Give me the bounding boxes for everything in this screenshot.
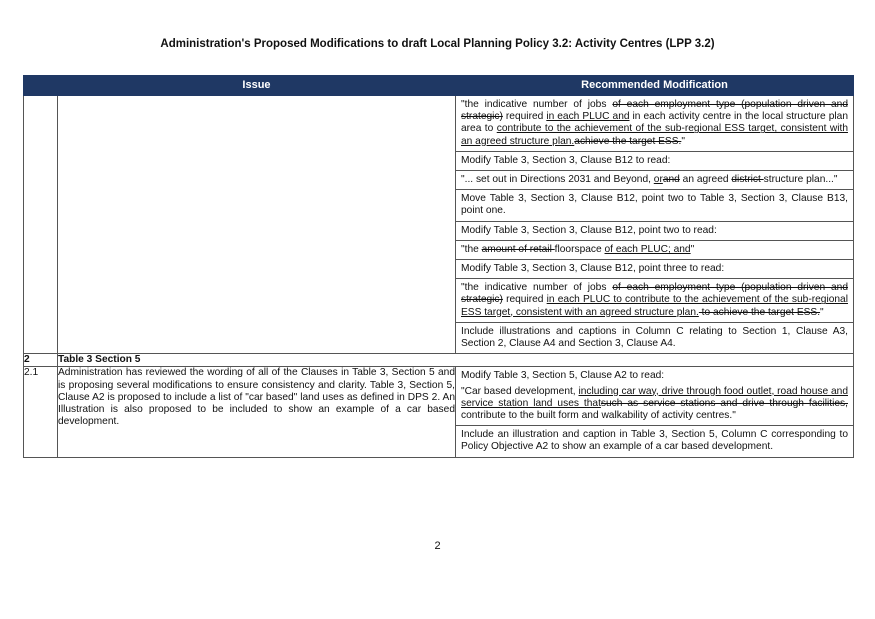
inserted-text: including car way, drive through food outlet, road house and service station land uses that [461,385,848,409]
text-run: required [502,111,547,123]
text-run: floorspace [554,243,605,255]
cell-modifications [456,96,854,354]
cell-modifications-2-1 [456,367,854,457]
text-run: Modify Table 3, Section 3, Clause B12, point two to read: [461,224,717,236]
deleted-text: amount of retail [481,243,555,255]
text-run: " [681,135,685,147]
modification-paragraph [456,190,853,221]
modification-paragraph [456,426,853,456]
modification-paragraph [456,152,853,171]
section-number: 2 [24,354,58,367]
modification-paragraph [456,96,853,152]
deleted-text: of each employment type (population driven and strategic) [461,99,848,123]
text-run: contribute to the built form and walkability of activity centres." [461,410,736,422]
cell-number-empty [24,96,58,354]
table-header-row [24,76,854,96]
page-number: 2 [434,540,441,552]
deleted-text: achieve the target ESS. [574,135,682,147]
header-issue: Issue [58,76,456,96]
modification-paragraph [456,171,853,190]
text-run: Modify Table 3, Section 3, Clause B12, point three to read: [461,263,725,275]
document-title: Administration's Proposed Modifications to draft Local Planning Policy 3.2: Activity Centres (LPP 3.2) [160,38,715,50]
modification-paragraph [456,241,853,260]
text-run: structure plan..." [763,174,838,186]
text-run: "Car based development, [461,385,579,397]
deleted-text: district [731,174,764,186]
text-run: " [820,306,824,318]
deleted-text: such as service stations and drive through facilities, [600,397,848,409]
modification-paragraph [456,260,853,279]
modification-group-1 [456,367,853,426]
deleted-text: of each employment type (population driven and strategic) [461,282,848,306]
header-number [24,76,58,96]
modifications-table [23,75,854,458]
inserted-text: contribute to the achievement of the sub-regional ESS target, consistent with an agreed structure plan. [461,123,848,147]
deleted-text: to achieve the target ESS. [698,306,821,318]
table-row-continued [24,96,854,354]
modification-paragraph [456,367,853,385]
modification-paragraph [456,222,853,241]
modification-group-2 [456,426,853,456]
inserted-text: of each PLUC; and [604,243,691,255]
inserted-text: in each PLUC to contribute to the achievement of the sub-regional ESS target, consistent with an agreed structure plan. [461,294,848,318]
inserted-text: or [653,174,663,186]
text-run: required [502,294,547,306]
text-run: Modify Table 3, Section 3, Clause B12 to read: [461,154,671,166]
modification-paragraph [456,323,853,353]
row-number: 2.1 [24,367,58,457]
text-run: "... set out in Directions 2031 and Beyond, [461,174,654,186]
section-label: Table 3 Section 5 [58,354,854,367]
header-recommended-modification: Recommended Modification [456,76,854,96]
text-run: an agreed [679,174,732,186]
modification-paragraph [456,279,853,323]
issue-text: Administration has reviewed the wording of all of the Clauses in Table 3, Section 5 and is proposing several modifications to ensure consistency and clarity. Table 3, Section 5, Clause A2 is proposed to include a list of "car based" land uses as defined in DPS 2. An Illustration is also proposed to be included to show an example of a car based development. [58,367,456,457]
text-run: "the indicative number of jobs [461,282,613,294]
modification-list [456,96,853,353]
inserted-text: in each PLUC and [546,111,630,123]
table-section-row [24,354,854,367]
text-run: Modify Table 3, Section 5, Clause A2 to read: [461,370,665,382]
modification-paragraph [456,386,853,426]
deleted-text: and [662,174,680,186]
text-run: Include illustrations and captions in Column C relating to Section 1, Clause A3, Section 2, Clause A4 and Section 3, Clause A4. [461,325,848,350]
text-run: Move Table 3, Section 3, Clause B12, point two to Table 3, Section 3, Clause B13, point one. [461,193,848,217]
cell-issue-empty [58,96,456,354]
text-run: "the indicative number of jobs [461,99,613,110]
text-run: Include an illustration and caption in Table 3, Section 5, Column C corresponding to Policy Objective A2 to show an example of a car based development. [461,429,848,453]
text-run: " [690,243,695,255]
text-run: in each activity centre in the local structure plan area to [461,111,848,135]
text-run: "the [461,243,482,255]
table-row-2-1 [24,367,854,457]
